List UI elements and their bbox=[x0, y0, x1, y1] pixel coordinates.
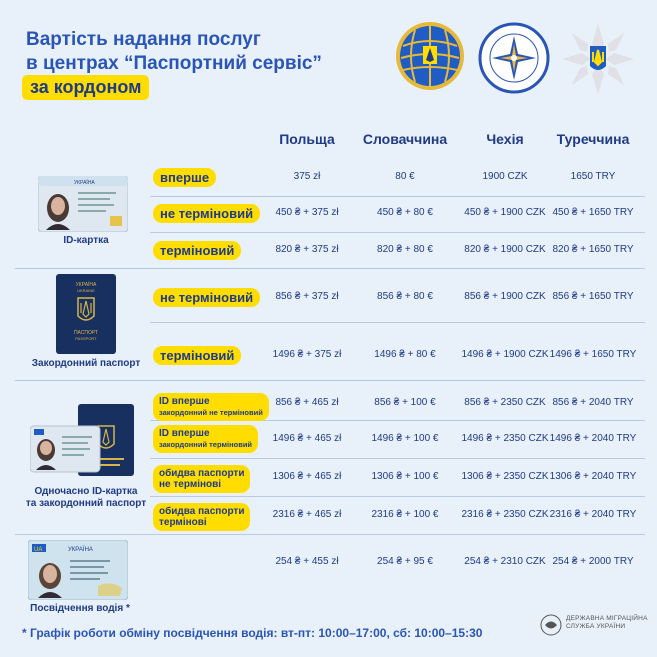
price-cell: 1496 ₴ + 465 zł bbox=[272, 433, 342, 444]
price-cell: 254 ₴ + 455 zł bbox=[275, 556, 339, 567]
doc-label-both-line-1: Одночасно ID-картка bbox=[34, 486, 138, 497]
row-label-first-time: вперше bbox=[153, 168, 216, 187]
price-cell: 2316 ₴ + 2040 TRY bbox=[549, 509, 637, 520]
id-card-image bbox=[38, 176, 128, 232]
price-cell: 450 ₴ + 80 € bbox=[377, 207, 433, 218]
price-cell: 1306 ₴ + 465 zł bbox=[272, 471, 342, 482]
price-cell: 254 ₴ + 2310 CZK bbox=[464, 556, 546, 567]
license-country: УКРАЇНА bbox=[68, 547, 93, 553]
price-cell: 375 zł bbox=[293, 171, 321, 182]
row-label-both-first-urgent bbox=[153, 425, 258, 453]
price-cell: 1306 ₴ + 2350 CZK bbox=[461, 471, 549, 482]
price-cell: 2316 ₴ + 2350 CZK bbox=[461, 509, 549, 520]
passport-image bbox=[56, 274, 116, 354]
row-label-second: не термінові bbox=[159, 479, 222, 490]
col-header-poland: Польща bbox=[279, 131, 335, 147]
price-cell: 1306 ₴ + 100 € bbox=[371, 471, 439, 482]
price-cell: 820 ₴ + 1650 TRY bbox=[552, 244, 634, 255]
price-cell: 856 ₴ + 1900 CZK bbox=[464, 291, 546, 302]
agency-name bbox=[566, 615, 648, 631]
row-label-sub: закордонний терміновий bbox=[159, 440, 253, 449]
price-cell: 450 ₴ + 1650 TRY bbox=[552, 207, 634, 218]
price-cell: 856 ₴ + 2040 TRY bbox=[552, 397, 634, 408]
price-cell: 856 ₴ + 100 € bbox=[374, 397, 436, 408]
price-cell: 254 ₴ + 2000 TRY bbox=[552, 556, 634, 567]
price-cell: 820 ₴ + 1900 CZK bbox=[464, 244, 546, 255]
section-divider bbox=[15, 380, 645, 381]
doc-label-driver-license: Посвідчення водія * bbox=[30, 603, 130, 614]
price-cell: 1496 ₴ + 100 € bbox=[371, 433, 439, 444]
price-cell: 856 ₴ + 80 € bbox=[377, 291, 433, 302]
footnote: * Графік роботи обміну посвідчення водія: вт-пт: 10:00–17:00, сб: 10:00–15:30 bbox=[22, 626, 483, 640]
price-cell: 80 € bbox=[395, 171, 415, 182]
license-code: UA bbox=[34, 547, 43, 553]
price-cell: 820 ₴ + 80 € bbox=[377, 244, 433, 255]
price-cell: 450 ₴ + 1900 CZK bbox=[464, 207, 546, 218]
passport-line-1: УКРАЇНА bbox=[75, 282, 97, 288]
passport-line-2: UKRAINE bbox=[77, 288, 95, 293]
section-divider bbox=[15, 268, 645, 269]
price-cell: 1496 ₴ + 80 € bbox=[374, 349, 436, 360]
title-highlight: за кордоном bbox=[22, 75, 149, 100]
id-card-country: УКРАЇНА bbox=[74, 180, 95, 186]
price-cell: 856 ₴ + 2350 CZK bbox=[464, 397, 546, 408]
agency-logo-icon bbox=[540, 614, 562, 636]
page-title bbox=[26, 28, 322, 76]
agency-name-line-1: ДЕРЖАВНА МІГРАЦІЙНА bbox=[566, 615, 648, 622]
row-divider bbox=[150, 196, 645, 197]
id-and-passport-image bbox=[30, 404, 140, 478]
doc-label-both bbox=[16, 486, 156, 510]
row-divider bbox=[150, 458, 645, 459]
price-cell: 856 ₴ + 375 zł bbox=[275, 291, 339, 302]
col-header-czechia: Чехія bbox=[486, 131, 524, 147]
title-line-1: Вартість надання послуг bbox=[26, 29, 261, 50]
row-label-both-urgent bbox=[153, 503, 250, 531]
document-enterprise-logo bbox=[478, 22, 550, 94]
price-cell: 450 ₴ + 375 zł bbox=[275, 207, 339, 218]
price-cell: 2316 ₴ + 100 € bbox=[371, 509, 439, 520]
col-header-slovakia: Словаччина bbox=[362, 131, 448, 147]
migration-emblem-logo bbox=[393, 16, 467, 96]
row-divider bbox=[150, 232, 645, 233]
section-divider bbox=[15, 534, 645, 535]
row-label-main: обидва паспорти bbox=[159, 468, 245, 479]
row-label-id-regular: не терміновий bbox=[153, 204, 260, 223]
row-label-main: ID вперше bbox=[159, 428, 210, 439]
price-cell: 1306 ₴ + 2040 TRY bbox=[549, 471, 637, 482]
col-header-turkey: Туреччина bbox=[556, 131, 630, 147]
price-cell: 1496 ₴ + 2040 TRY bbox=[549, 433, 637, 444]
price-cell: 1496 ₴ + 375 zł bbox=[272, 349, 342, 360]
driver-license-image bbox=[28, 540, 128, 600]
row-label-passport-regular: не терміновий bbox=[153, 288, 260, 307]
price-cell: 1900 CZK bbox=[482, 171, 528, 182]
doc-label-id-card: ID-картка bbox=[63, 235, 109, 246]
price-cell: 820 ₴ + 375 zł bbox=[275, 244, 339, 255]
row-divider bbox=[150, 322, 645, 323]
agency-name-line-2: СЛУЖБА УКРАЇНИ bbox=[566, 623, 626, 630]
doc-label-both-line-2: та закордонний паспорт bbox=[25, 498, 147, 509]
price-cell: 2316 ₴ + 465 zł bbox=[272, 509, 342, 520]
price-cell: 856 ₴ + 1650 TRY bbox=[552, 291, 634, 302]
row-label-id-urgent: терміновий bbox=[153, 241, 241, 260]
price-cell: 1496 ₴ + 1650 TRY bbox=[549, 349, 637, 360]
row-label-main: ID вперше bbox=[159, 396, 210, 407]
passport-line-4: PASSPORT bbox=[75, 336, 97, 341]
passport-line-3: ПАСПОРТ bbox=[73, 330, 99, 336]
price-cell: 1496 ₴ + 1900 CZK bbox=[461, 349, 549, 360]
row-label-second: термінові bbox=[159, 517, 207, 528]
row-label-sub: закордонний не терміновий bbox=[159, 408, 263, 417]
title-line-2: в центрах “Паспортний сервіс” bbox=[26, 53, 322, 74]
row-label-both-regular bbox=[153, 465, 250, 493]
trident-star-emblem bbox=[560, 22, 636, 96]
row-divider bbox=[150, 496, 645, 497]
price-cell: 254 ₴ + 95 € bbox=[377, 556, 433, 567]
row-label-main: обидва паспорти bbox=[159, 506, 245, 517]
price-cell: 1496 ₴ + 2350 CZK bbox=[461, 433, 549, 444]
price-cell: 1650 TRY bbox=[570, 171, 616, 182]
price-cell: 856 ₴ + 465 zł bbox=[275, 397, 339, 408]
row-label-passport-urgent: терміновий bbox=[153, 346, 241, 365]
doc-label-passport: Закордонний паспорт bbox=[31, 358, 141, 369]
